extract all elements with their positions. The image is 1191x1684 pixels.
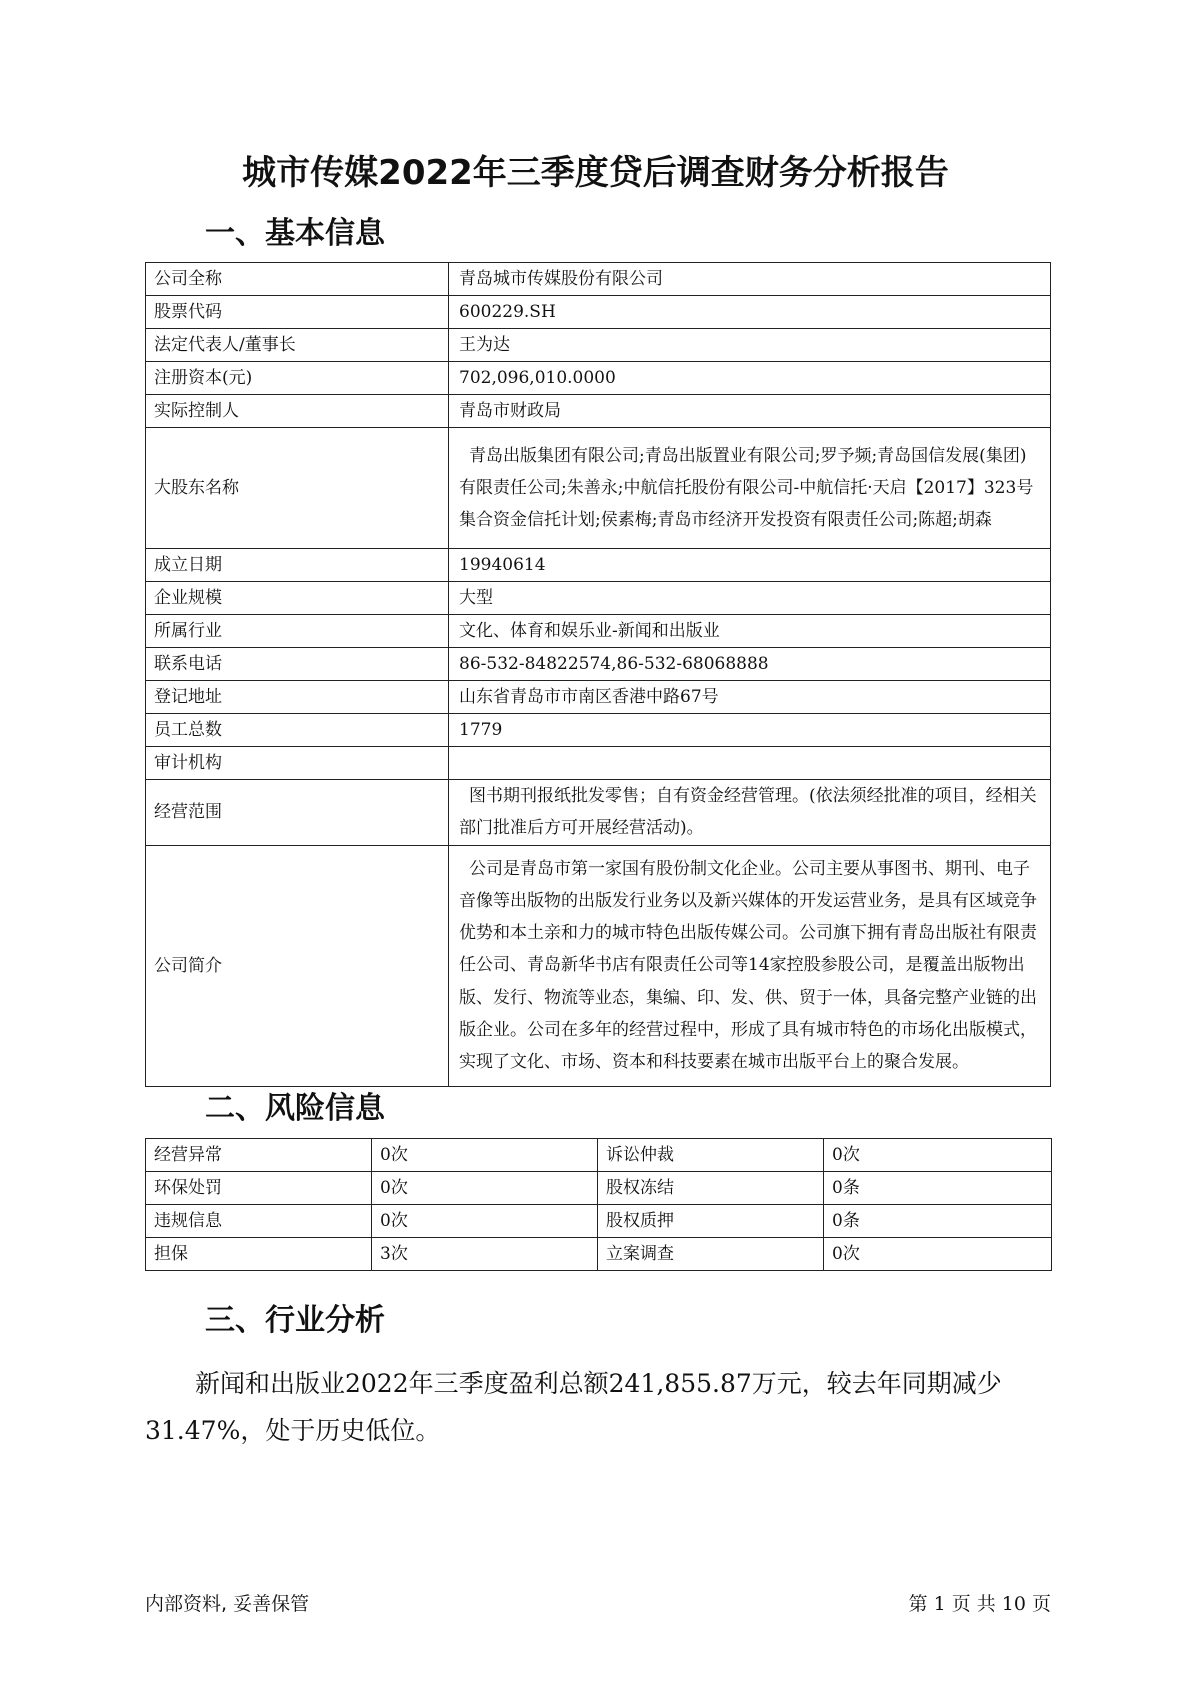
field-label: 公司简介 bbox=[146, 845, 449, 1086]
field-value: 山东省青岛市市南区香港中路67号 bbox=[449, 681, 1051, 714]
field-value: 大型 bbox=[449, 582, 1051, 615]
footer-page-number: 第 1 页 共 10 页 bbox=[908, 1593, 1051, 1615]
field-label: 所属行业 bbox=[146, 615, 449, 648]
field-label: 大股东名称 bbox=[146, 428, 449, 549]
section-heading-risk: 二、风险信息 bbox=[205, 1091, 385, 1126]
field-value: 702,096,010.0000 bbox=[449, 362, 1051, 395]
field-value: 青岛出版集团有限公司;青岛出版置业有限公司;罗予频;青岛国信发展(集团)有限责任公司;朱善永;中航信托股份有限公司-中航信托·天启【2017】323号集合资金信托计划;侯素梅;青岛市经济开发投资有限责任公司;陈超;胡森 bbox=[449, 428, 1051, 549]
field-label: 公司全称 bbox=[146, 263, 449, 296]
risk-value: 0条 bbox=[824, 1172, 1052, 1205]
field-label: 企业规模 bbox=[146, 582, 449, 615]
risk-value: 0次 bbox=[824, 1238, 1052, 1271]
table-row bbox=[146, 296, 1051, 329]
field-label: 联系电话 bbox=[146, 648, 449, 681]
table-row bbox=[146, 780, 1051, 846]
field-label: 股票代码 bbox=[146, 296, 449, 329]
table-row bbox=[146, 747, 1051, 780]
footer-confidential-note: 内部资料, 妥善保管 bbox=[145, 1593, 310, 1615]
table-row bbox=[146, 714, 1051, 747]
table-row bbox=[146, 549, 1051, 582]
field-label: 员工总数 bbox=[146, 714, 449, 747]
field-value: 公司是青岛市第一家国有股份制文化企业。公司主要从事图书、期刊、电子音像等出版物的出版发行业务以及新兴媒体的开发运营业务，是具有区域竞争优势和本土亲和力的城市特色出版传媒公司。公司旗下拥有青岛出版社有限责任公司、青岛新华书店有限责任公司等14家控股参股公司，是覆盖出版物出版、发行、物流等业态，集编、印、发、供、贸于一体，具备完整产业链的出版企业。公司在多年的经营过程中，形成了具有城市特色的市场化出版模式，实现了文化、市场、资本和科技要素在城市出版平台上的聚合发展。 bbox=[449, 845, 1051, 1086]
table-row bbox=[146, 428, 1051, 549]
risk-label: 立案调查 bbox=[598, 1238, 824, 1271]
table-row bbox=[146, 845, 1051, 1086]
risk-label: 违规信息 bbox=[146, 1205, 372, 1238]
section-heading-basic: 一、基本信息 bbox=[205, 216, 385, 251]
field-label: 经营范围 bbox=[146, 780, 449, 846]
table-row bbox=[146, 395, 1051, 428]
table-row bbox=[146, 263, 1051, 296]
basic-info-table bbox=[145, 262, 1051, 1087]
field-label: 注册资本(元) bbox=[146, 362, 449, 395]
field-value: 600229.SH bbox=[449, 296, 1051, 329]
field-value: 文化、体育和娱乐业-新闻和出版业 bbox=[449, 615, 1051, 648]
field-value: 王为达 bbox=[449, 329, 1051, 362]
table-row bbox=[146, 615, 1051, 648]
field-label: 成立日期 bbox=[146, 549, 449, 582]
page-title: 城市传媒2022年三季度贷后调查财务分析报告 bbox=[242, 153, 949, 193]
field-label: 登记地址 bbox=[146, 681, 449, 714]
risk-label: 股权质押 bbox=[598, 1205, 824, 1238]
risk-label: 经营异常 bbox=[146, 1139, 372, 1172]
risk-label: 担保 bbox=[146, 1238, 372, 1271]
table-row bbox=[146, 582, 1051, 615]
table-row bbox=[146, 362, 1051, 395]
risk-value: 0条 bbox=[824, 1205, 1052, 1238]
section-heading-industry: 三、行业分析 bbox=[205, 1303, 385, 1338]
risk-value: 0次 bbox=[372, 1205, 598, 1238]
field-value: 青岛市财政局 bbox=[449, 395, 1051, 428]
risk-label: 诉讼仲裁 bbox=[598, 1139, 824, 1172]
risk-label: 环保处罚 bbox=[146, 1172, 372, 1205]
risk-value: 0次 bbox=[824, 1139, 1052, 1172]
table-row bbox=[146, 1139, 1052, 1172]
risk-info-table bbox=[145, 1138, 1052, 1271]
table-row bbox=[146, 648, 1051, 681]
risk-value: 0次 bbox=[372, 1172, 598, 1205]
field-value: 86-532-84822574,86-532-68068888 bbox=[449, 648, 1051, 681]
table-row bbox=[146, 1172, 1052, 1205]
field-value: 1779 bbox=[449, 714, 1051, 747]
field-value bbox=[449, 747, 1051, 780]
field-label: 法定代表人/董事长 bbox=[146, 329, 449, 362]
risk-label: 股权冻结 bbox=[598, 1172, 824, 1205]
industry-paragraph: 新闻和出版业2022年三季度盈利总额241,855.87万元，较去年同期减少31.47%，处于历史低位。 bbox=[145, 1369, 1002, 1445]
field-label: 审计机构 bbox=[146, 747, 449, 780]
risk-value: 3次 bbox=[372, 1238, 598, 1271]
table-row bbox=[146, 1205, 1052, 1238]
table-row bbox=[146, 329, 1051, 362]
field-value: 图书期刊报纸批发零售；自有资金经营管理。(依法须经批准的项目，经相关部门批准后方可开展经营活动)。 bbox=[449, 780, 1051, 846]
risk-value: 0次 bbox=[372, 1139, 598, 1172]
field-label: 实际控制人 bbox=[146, 395, 449, 428]
table-row bbox=[146, 681, 1051, 714]
field-value: 19940614 bbox=[449, 549, 1051, 582]
table-row bbox=[146, 1238, 1052, 1271]
field-value: 青岛城市传媒股份有限公司 bbox=[449, 263, 1051, 296]
